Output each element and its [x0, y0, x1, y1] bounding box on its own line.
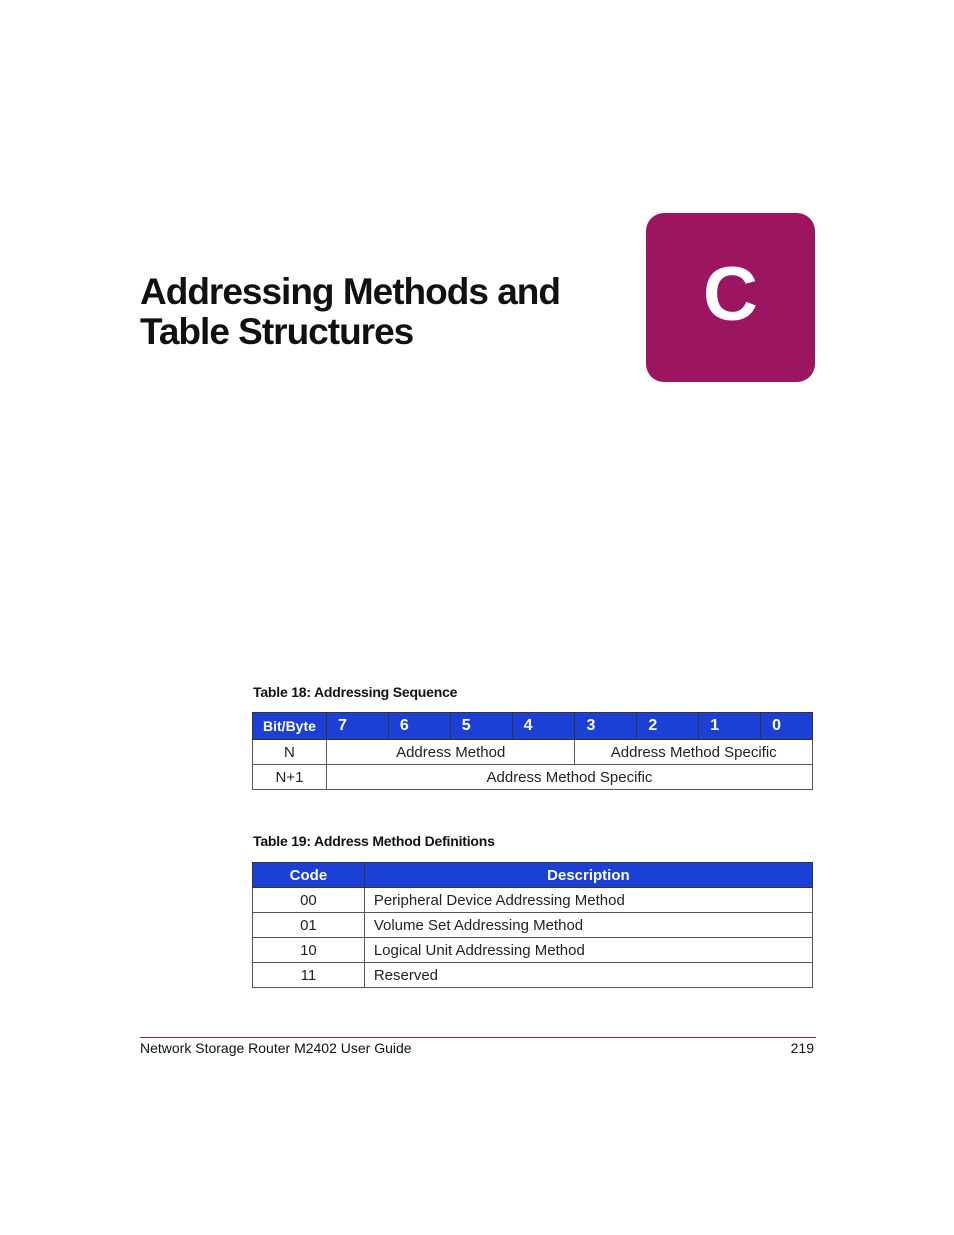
chapter-title	[140, 272, 560, 352]
table-header-row	[253, 713, 813, 740]
header-cell-description: Description	[364, 863, 812, 888]
code-cell: 11	[253, 963, 365, 988]
header-cell-bit-2: 2	[637, 713, 699, 740]
page-number: 219	[790, 1040, 814, 1056]
table-row	[253, 963, 813, 988]
header-cell-bit-6: 6	[388, 713, 450, 740]
chapter-title-line1: Addressing Methods and	[140, 271, 560, 312]
addressing-sequence-table	[252, 712, 813, 790]
address-method-definitions-table	[252, 862, 813, 988]
table-cell: Address Method	[326, 740, 575, 765]
header-cell-bit-0: 0	[761, 713, 813, 740]
chapter-tab	[646, 213, 815, 382]
code-cell: 01	[253, 913, 365, 938]
header-cell-bit-7: 7	[326, 713, 388, 740]
chapter-letter: C	[703, 251, 758, 337]
table-cell: Address Method Specific	[326, 765, 812, 790]
header-cell-bit-5: 5	[450, 713, 512, 740]
description-cell: Volume Set Addressing Method	[364, 913, 812, 938]
header-cell-bit-4: 4	[512, 713, 575, 740]
footer-document-title: Network Storage Router M2402 User Guide	[140, 1040, 412, 1056]
header-cell-bitbyte: Bit/Byte	[253, 713, 327, 740]
row-label: N	[253, 740, 327, 765]
description-cell: Logical Unit Addressing Method	[364, 938, 812, 963]
table-row	[253, 740, 813, 765]
header-cell-code: Code	[253, 863, 365, 888]
footer-divider	[140, 1037, 816, 1038]
row-label: N+1	[253, 765, 327, 790]
table-row	[253, 938, 813, 963]
table-row	[253, 765, 813, 790]
header-cell-bit-1: 1	[699, 713, 761, 740]
description-cell: Reserved	[364, 963, 812, 988]
table-19-caption: Table 19: Address Method Definitions	[253, 833, 495, 849]
code-cell: 00	[253, 888, 365, 913]
table-cell: Address Method Specific	[575, 740, 813, 765]
table-row	[253, 888, 813, 913]
header-cell-bit-3: 3	[575, 713, 637, 740]
chapter-title-line2: Table Structures	[140, 311, 414, 352]
table-header-row	[253, 863, 813, 888]
table-18-caption: Table 18: Addressing Sequence	[253, 684, 458, 700]
description-cell: Peripheral Device Addressing Method	[364, 888, 812, 913]
code-cell: 10	[253, 938, 365, 963]
table-row	[253, 913, 813, 938]
